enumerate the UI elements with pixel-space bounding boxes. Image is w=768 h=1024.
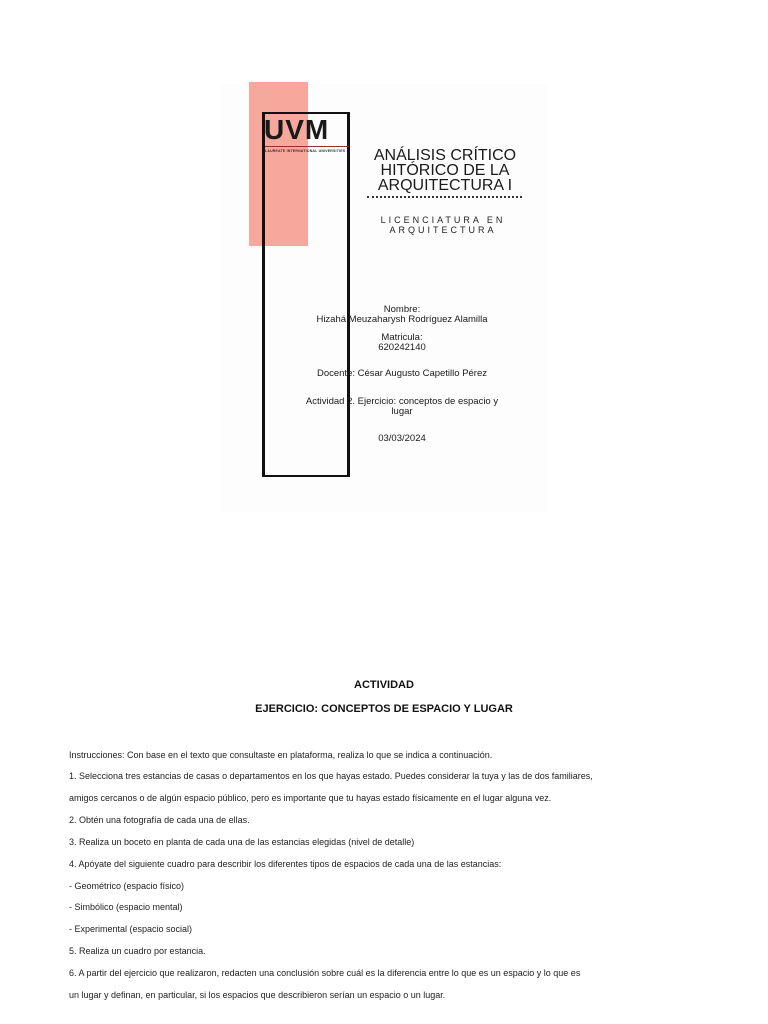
instruction-line: - Geométrico (espacio físico) bbox=[69, 881, 185, 891]
matricula-label: Matricula: bbox=[381, 332, 423, 343]
instruction-line: 4. Apóyate del siguiente cuadro para describir los diferentes tipos de espacios de cada una de las estancias: bbox=[69, 859, 502, 869]
cover-frame bbox=[262, 112, 350, 477]
exercise-heading: EJERCICIO: CONCEPTOS DE ESPACIO Y LUGAR bbox=[255, 703, 513, 715]
frame-gap bbox=[352, 130, 358, 290]
instruction-line: - Simbólico (espacio mental) bbox=[69, 902, 183, 912]
docente: Docente: César Augusto Capetillo Pérez bbox=[316, 368, 488, 379]
instruction-line: un lugar y definan, en particular, si los espacios que describieron serían un espacio o un lugar. bbox=[69, 990, 446, 1000]
instruction-line: 3. Realiza un boceto en planta de cada una de las estancias elegidas (nivel de detalle) bbox=[69, 837, 415, 847]
cover-subtitle bbox=[358, 215, 528, 235]
matricula-value: 620242140 bbox=[378, 342, 426, 353]
logo-rule bbox=[265, 146, 349, 147]
title-line: ANÁLISIS CRÍTICO bbox=[373, 147, 517, 164]
title-line: ARQUITECTURA I bbox=[377, 177, 513, 194]
title-underline bbox=[367, 196, 522, 198]
instruction-line: 2. Obtén una fotografía de cada una de ellas. bbox=[69, 815, 250, 825]
instruction-line: 6. A partir del ejercicio que realizaron, redacten una conclusión sobre cuál es la diferencia entre lo que es un espacio y lo que es bbox=[69, 968, 581, 978]
actividad-line: Actividad 2. Ejercicio: conceptos de espacio y bbox=[305, 396, 499, 407]
uvm-logo: UVM bbox=[264, 114, 330, 145]
title-line: HITÓRICO DE LA bbox=[380, 162, 510, 179]
subtitle-line: ARQUITECTURA bbox=[389, 225, 497, 235]
fecha: 03/03/2024 bbox=[378, 433, 426, 444]
instruction-line: - Experimental (espacio social) bbox=[69, 924, 193, 934]
instruction-line: 5. Realiza un cuadro por estancia. bbox=[69, 946, 206, 956]
actividad-line: lugar bbox=[391, 406, 413, 417]
activity-heading: ACTIVIDAD bbox=[354, 679, 414, 691]
nombre-value: Hizahá Meuzaharysh Rodríguez Alamilla bbox=[316, 314, 488, 325]
nombre-block bbox=[286, 305, 518, 325]
actividad-block bbox=[286, 397, 518, 417]
matricula-block bbox=[286, 333, 518, 353]
instruction-line: amigos cercanos o de algún espacio público, pero es importante que tu hayas estado físicamente en el lugar alguna vez. bbox=[69, 793, 552, 803]
nombre-label: Nombre: bbox=[383, 304, 421, 315]
cover-title bbox=[360, 148, 530, 193]
instruction-line: Instrucciones: Con base en el texto que consultaste en plataforma, realiza lo que se indica a continuación. bbox=[69, 750, 493, 760]
instruction-line: 1. Selecciona tres estancias de casas o departamentos en los que hayas estado. Puedes considerar la tuya y las de dos familiares, bbox=[69, 771, 593, 781]
subtitle-line: LICENCIATURA EN bbox=[380, 215, 506, 225]
logo-tagline: LAUREATE INTERNATIONAL UNIVERSITIES bbox=[265, 149, 346, 153]
